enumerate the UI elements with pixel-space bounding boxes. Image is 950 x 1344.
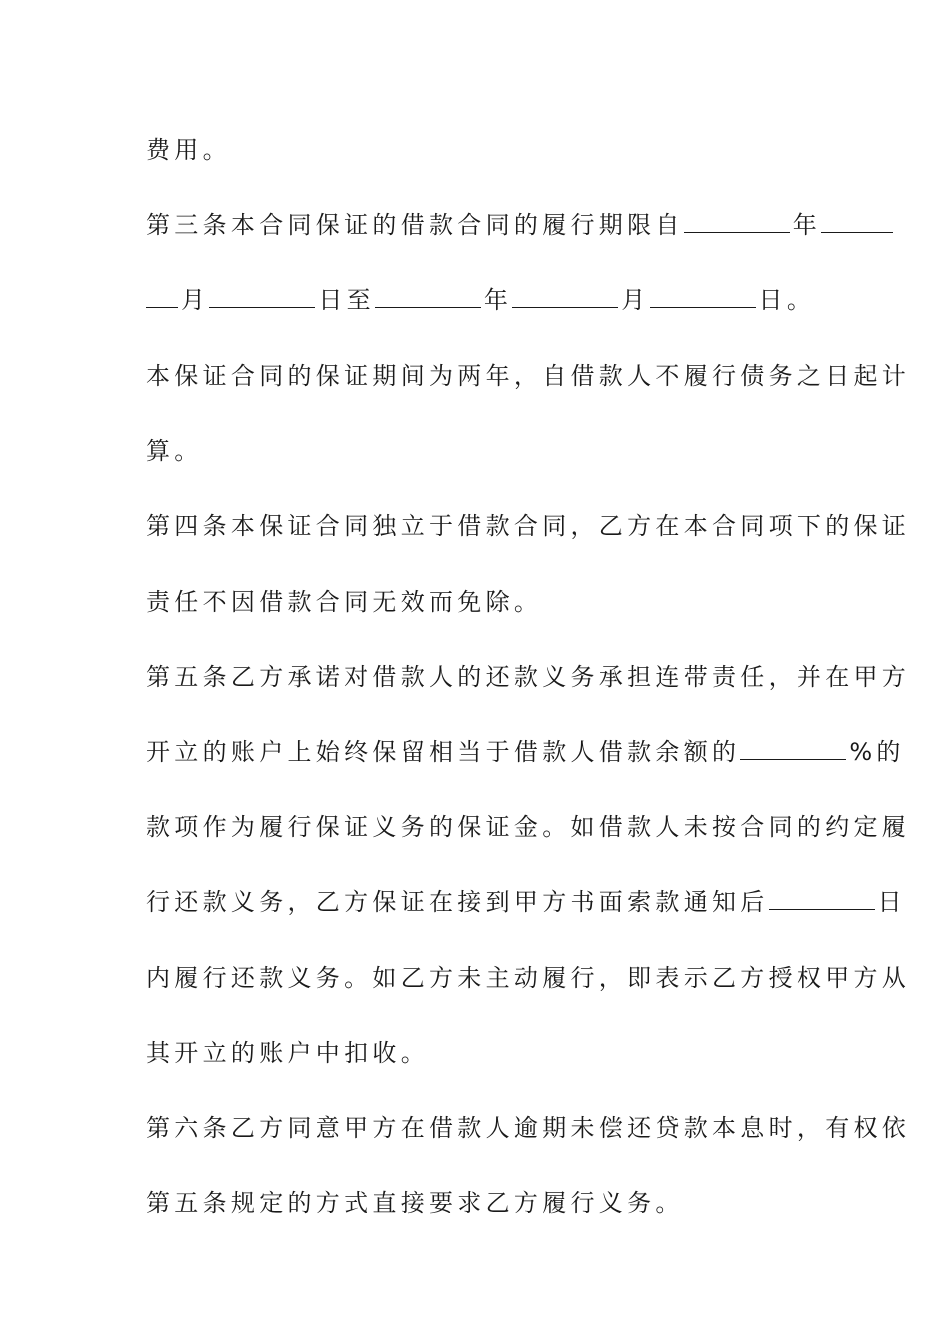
fill-in-blank: [740, 737, 846, 760]
text-segment: 年: [483, 286, 513, 314]
fill-in-blank: [821, 210, 893, 233]
text-line: [146, 135, 810, 165]
text-segment: 月: [181, 286, 210, 314]
text-segment: 第五条规定的方式直接要求乙方履行义务。: [146, 1189, 684, 1217]
text-line: [146, 887, 906, 917]
fill-in-blank: [375, 285, 481, 308]
fill-in-blank: [769, 887, 875, 910]
text-segment: 年: [792, 211, 822, 239]
text-segment: 费用。: [146, 136, 231, 164]
text-segment: 第三条本合同保证的借款合同的履行期限自: [146, 211, 684, 239]
text-line: [146, 285, 816, 315]
text-line: [146, 662, 911, 692]
text-segment: 日至: [318, 286, 375, 314]
text-segment: 其开立的账户中扣收。: [146, 1039, 429, 1067]
text-segment: 第五条乙方承诺对借款人的还款义务承担连带责任，并在甲方: [146, 663, 911, 691]
text-line: [146, 1038, 810, 1068]
text-line: [146, 361, 911, 391]
text-segment: 款项作为履行保证义务的保证金。如借款人未按合同的约定履: [146, 813, 911, 841]
text-segment: 算。: [146, 437, 203, 465]
text-line: [146, 963, 911, 993]
fill-in-blank: [650, 285, 756, 308]
text-line: [146, 436, 810, 466]
text-segment: 行还款义务，乙方保证在接到甲方书面索款通知后: [146, 888, 769, 916]
fill-in-blank: [209, 285, 315, 308]
text-segment: 月: [621, 286, 650, 314]
text-segment: 第四条本保证合同独立于借款合同，乙方在本合同项下的保证: [146, 512, 911, 540]
text-line: [146, 737, 905, 767]
text-segment: 开立的账户上始终保留相当于借款人借款余额的: [146, 738, 741, 766]
fill-in-blank: [512, 285, 618, 308]
text-line: [146, 511, 911, 541]
text-segment: 第六条乙方同意甲方在借款人逾期未偿还贷款本息时，有权依: [146, 1114, 911, 1142]
fill-in-blank: [146, 285, 178, 308]
text-segment: 日: [877, 888, 906, 916]
fill-in-blank: [684, 210, 790, 233]
text-segment: 日。: [758, 286, 816, 314]
text-segment: 内履行还款义务。如乙方未主动履行，即表示乙方授权甲方从: [146, 964, 911, 992]
text-line: [146, 812, 911, 842]
text-line: [146, 587, 810, 617]
text-line: [146, 1113, 911, 1143]
text-line: [146, 210, 822, 240]
text-segment: 责任不因借款合同无效而免除。: [146, 588, 543, 616]
text-segment: 本保证合同的保证期间为两年，自借款人不履行债务之日起计: [146, 362, 911, 390]
text-segment: %的: [849, 738, 905, 766]
text-line: [146, 1188, 810, 1218]
